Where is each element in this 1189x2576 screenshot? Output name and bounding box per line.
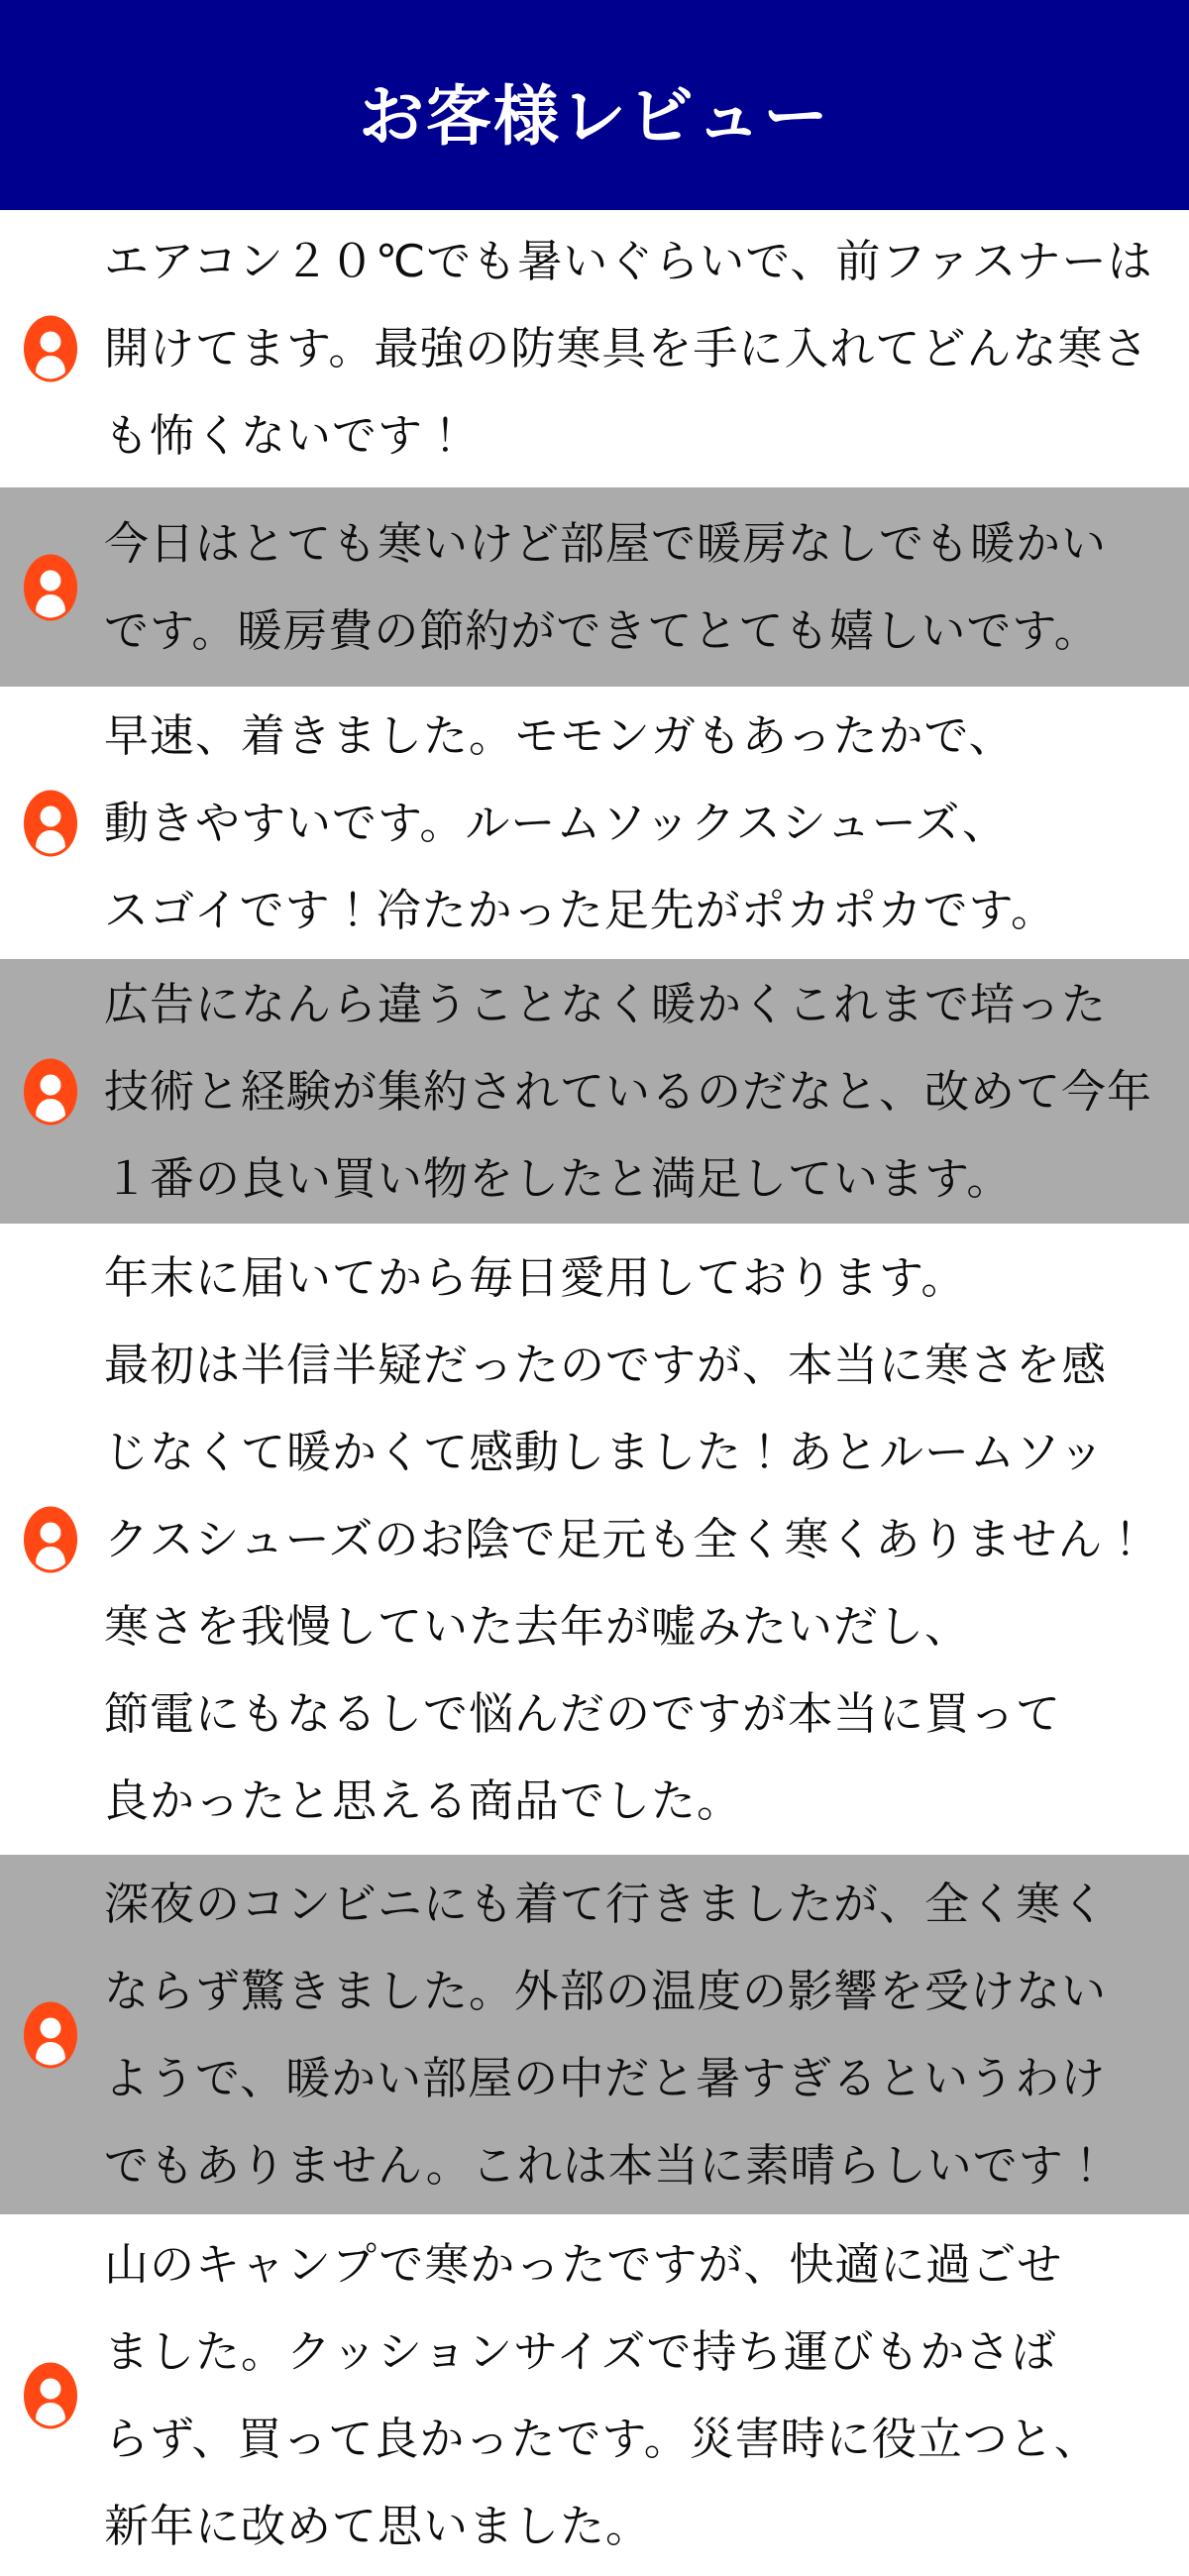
page-title: お客様レビュー — [359, 78, 830, 153]
review-text-line: 良かったと思える商品でした。 — [104, 1774, 743, 1826]
review-text — [104, 961, 1179, 1223]
review-item — [0, 959, 1189, 1224]
review-text-line: 最初は半信半疑だったのですが、本当に寒さを感 — [104, 1339, 1108, 1390]
review-text-line: 年末に届いてから毎日愛用しております。 — [104, 1251, 967, 1303]
review-text-line: １番の良い買い物をしたと満足しています。 — [104, 1152, 1013, 1204]
user-avatar-icon — [24, 316, 77, 382]
review-text-line: ならず驚きました。外部の温度の影響を受けない — [104, 1965, 1108, 2016]
review-text-line: です。暖房費の節約ができてとても嬉しいです。 — [104, 604, 1100, 656]
review-text — [104, 500, 1179, 675]
review-item — [0, 210, 1189, 487]
review-text-line: スゴイです！冷たかった足先がポカポカです。 — [104, 884, 1057, 935]
review-text-line: 山のキャンプで寒かったですが、快適に過ごせ — [104, 2238, 1063, 2290]
review-text-line: 新年に改めて思いました。 — [104, 2500, 652, 2551]
review-text — [104, 1234, 1179, 1845]
review-text-line: ようで、暖かい部屋の中だと暑すぎるというわけ — [104, 2052, 1107, 2103]
review-text — [104, 218, 1179, 480]
review-text-line: 開けてます。最強の防寒具を手に入れてどんな寒さ — [104, 323, 1149, 374]
review-text-line: 動きやすいです。ルームソックスシューズ、 — [104, 797, 1008, 848]
review-item — [0, 487, 1189, 687]
review-item — [0, 687, 1189, 959]
review-text-line: クスシューズのお陰で足元も全く寒くありません！ — [104, 1513, 1149, 1564]
review-item — [0, 2214, 1189, 2576]
review-text-line: 寒さを我慢していた去年が嘘みたいだし、 — [104, 1600, 971, 1652]
review-text-line: 今日はとても寒いけど部屋で暖房なしでも暖かい — [104, 517, 1108, 569]
user-avatar-icon — [24, 1506, 77, 1572]
review-item — [0, 1224, 1189, 1855]
review-text-line: らず、買って良かったです。災害時に役立つと、 — [104, 2413, 1100, 2464]
review-text-line: 深夜のコンビニにも着て行きましたが、全く寒く — [104, 1878, 1108, 1929]
review-text-line: ました。クッションサイズで持ち運びもかさば — [104, 2325, 1057, 2377]
user-avatar-icon — [24, 2362, 77, 2428]
review-text-line: も怖くないです！ — [104, 410, 470, 461]
review-item — [0, 1855, 1189, 2214]
user-avatar-icon — [24, 1058, 77, 1125]
review-text — [104, 693, 1179, 954]
user-avatar-icon — [24, 790, 77, 856]
page-header — [0, 0, 1189, 210]
review-text-line: 広告になんら違うことなく暖かくこれまで培った — [104, 978, 1108, 1029]
user-avatar-icon — [24, 2001, 77, 2068]
review-text-line: 節電にもなるしで悩んだのですが本当に買って — [104, 1687, 1062, 1739]
user-avatar-icon — [24, 554, 77, 620]
review-text — [104, 2221, 1179, 2570]
review-text-line: 技術と経験が集約されているのだなと、改めて今年 — [104, 1065, 1153, 1117]
reviews-list — [0, 210, 1189, 2576]
review-text-line: 早速、着きました。モモンガもあったかで、 — [104, 709, 1015, 761]
review-text-line: エアコン２０℃でも暑いぐらいで、前ファスナーは — [104, 236, 1153, 286]
review-text-line: でもありません。これは本当に素晴らしいです！ — [104, 2139, 1110, 2191]
review-text-line: じなくて暖かくて感動しました！あとルームソッ — [104, 1426, 1105, 1477]
review-text — [104, 1861, 1179, 2209]
